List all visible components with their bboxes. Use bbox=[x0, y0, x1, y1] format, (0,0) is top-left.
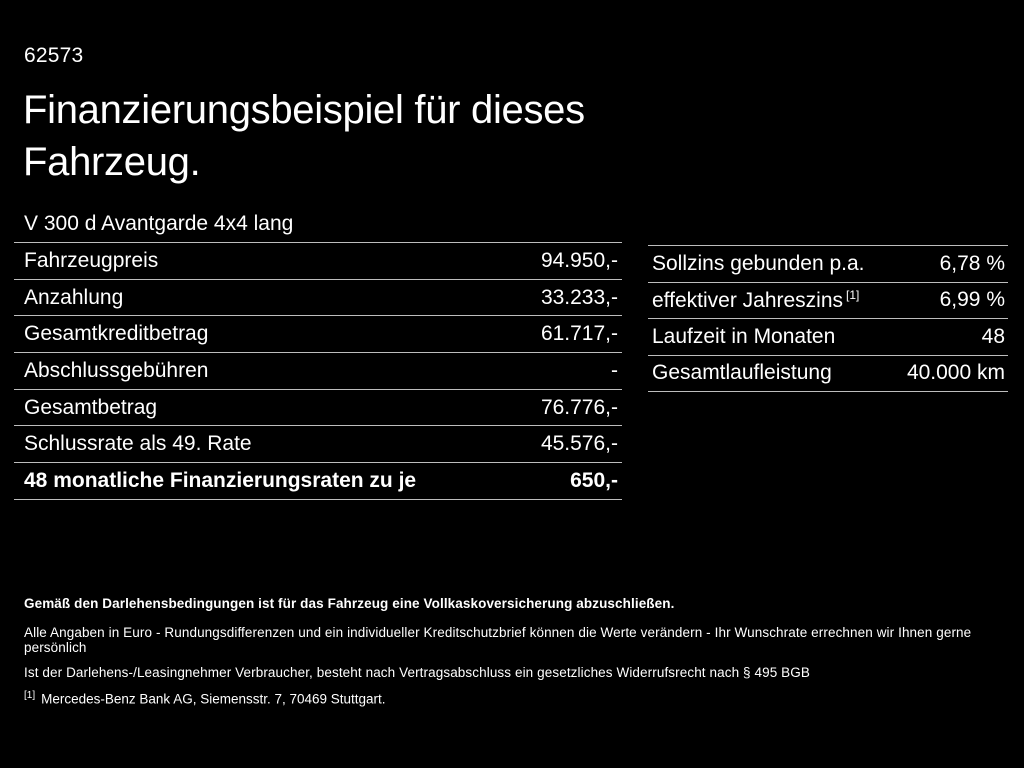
page-title bbox=[23, 84, 585, 188]
finance-row-value: 94.950,- bbox=[540, 248, 618, 272]
finance-row-value: - bbox=[611, 358, 618, 382]
vehicle-name: V 300 d Avantgarde 4x4 lang bbox=[24, 212, 294, 235]
conditions-row-label: effektiver Jahreszins [1] bbox=[652, 287, 860, 312]
conditions-row-laufzeit bbox=[648, 318, 1008, 355]
finance-row-fahrzeugpreis bbox=[14, 242, 622, 279]
conditions-row-value: 48 bbox=[981, 324, 1005, 348]
conditions-row-value: 6,99 % bbox=[939, 288, 1005, 312]
conditions-row-effektiver-jahreszins bbox=[648, 282, 1008, 319]
finance-row-value: 45.576,- bbox=[540, 432, 618, 456]
finance-row-label: Gesamtbetrag bbox=[24, 395, 158, 419]
finance-row-label: Schlussrate als 49. Rate bbox=[24, 432, 252, 456]
conditions-row-label: Gesamtlaufleistung bbox=[652, 361, 832, 385]
conditions-row-gesamtlaufleistung bbox=[648, 355, 1008, 392]
insurance-note: Gemäß den Darlehensbedingungen ist für das Fahrzeug eine Vollkaskoversicherung abzuschließen. bbox=[24, 596, 675, 611]
conditions-row-label: Sollzins gebunden p.a. bbox=[652, 251, 865, 275]
finance-row-label: Fahrzeugpreis bbox=[24, 248, 159, 272]
disclaimer-line-1: Alle Angaben in Euro - Rundungsdifferenzen und ein individueller Kreditschutzbrief können die Werte verändern - Ihr Wunschrate errechnen wir Ihnen gerne persönlich bbox=[24, 625, 972, 655]
finance-row-label: Anzahlung bbox=[24, 285, 124, 309]
footnote-reference-marker: [1] bbox=[846, 287, 860, 302]
finance-row-label: Gesamtkreditbetrag bbox=[24, 322, 209, 346]
finance-row-schlussrate bbox=[14, 425, 622, 462]
conditions-row-value: 40.000 km bbox=[906, 361, 1005, 385]
disclaimer-line-2: Ist der Darlehens-/Leasingnehmer Verbraucher, besteht nach Vertragsabschluss ein gesetzliches Widerrufsrecht nach § 495 BGB bbox=[24, 665, 810, 680]
finance-row-label: 48 monatliche Finanzierungsraten zu je bbox=[24, 468, 417, 492]
conditions-row-value: 6,78 % bbox=[939, 251, 1005, 275]
finance-row-value: 61.717,- bbox=[540, 322, 618, 346]
finance-table bbox=[14, 242, 622, 500]
finance-row-value: 650,- bbox=[570, 468, 618, 492]
conditions-row-label: Laufzeit in Monaten bbox=[652, 324, 836, 348]
footnote-text: Mercedes-Benz Bank AG, Siemensstr. 7, 70469 Stuttgart. bbox=[41, 691, 386, 707]
footnote-marker: [1] bbox=[24, 690, 36, 701]
finance-row-abschlussgebuehren bbox=[14, 352, 622, 389]
finance-row-gesamtbetrag bbox=[14, 389, 622, 426]
footnote bbox=[24, 690, 1004, 707]
conditions-row-sollzins bbox=[648, 245, 1008, 282]
finance-row-label: Abschlussgebühren bbox=[24, 358, 209, 382]
document-number: 62573 bbox=[24, 44, 84, 67]
conditions-table bbox=[648, 245, 1008, 392]
finance-row-gesamtkreditbetrag bbox=[14, 315, 622, 352]
finance-row-monatsrate bbox=[14, 462, 622, 499]
page-title-line-2: Fahrzeug. bbox=[23, 140, 201, 184]
finance-row-value: 76.776,- bbox=[540, 395, 618, 419]
finance-row-anzahlung bbox=[14, 279, 622, 316]
page-title-line-1: Finanzierungsbeispiel für dieses bbox=[23, 88, 585, 132]
fine-print-section bbox=[24, 596, 1004, 707]
finance-row-value: 33.233,- bbox=[540, 285, 618, 309]
